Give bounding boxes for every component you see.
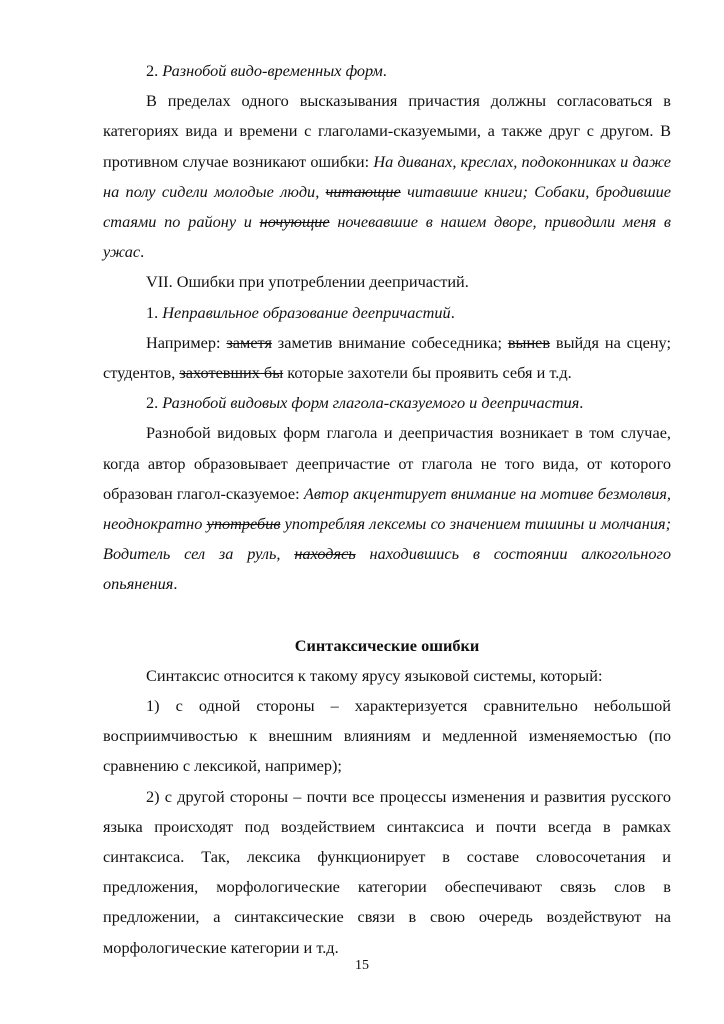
example-text: употребляя лексемы со значением тишины и молчания; Водитель сел за руль, [103,514,671,564]
section-number: VII. [146,272,173,292]
section-title-text: Ошибки при употреблении деепричастий. [172,272,469,292]
section-title-2 [103,56,671,86]
struck-word: употребив [206,514,281,534]
subsection-title-1 [103,298,671,328]
example-text: находившись в состоянии алкогольного опьянения [103,544,671,594]
page-number: 15 [355,958,369,973]
subsection-dot: . [450,302,455,322]
paragraph-syntax-point-2: 2) с другой стороны – почти все процессы изменения и развития русского языка происходят под воздействием синтаксиса и почти всегда в рамках синтаксиса. Так, лексика функционирует в составе словосочетания и предложения, морфологические категории обеспечивают связь слов в предложении, а синтаксические связи в свою очередь воздействуют на морфологические категории и т.д. [103,786,671,957]
struck-word: захотевших бы [179,363,284,383]
section-title-dot: . [382,61,387,80]
struck-word: ночующие [259,212,330,232]
section-number: 2. [146,61,159,80]
document-page [103,56,671,963]
paragraph-text: выйдя на сцену; студентов, [103,332,671,383]
paragraph-text: Разнобой видовых форм глагола и деепричастия возникает в том случае, когда автор образовывает деепричастие от глагола не того вида, от которого образован глагол-сказуемое: [103,423,671,503]
example-text: читавшие книги; Собаки, бродившие стаями по району и [103,181,671,232]
subsection-title-text: Разнобой видовых форм глагола-сказуемого и деепричастия [158,393,580,413]
paragraph-text: В пределах одного высказывания причастия должны согласоваться в категориях вида и времени с глаголами-сказуемыми, а также друг с другом. В противном случае возникают ошибки: [103,91,671,171]
section-title-text: Разнобой видо-временных форм [162,61,383,80]
struck-word: заметя [226,332,272,352]
paragraph-dot: . [140,242,145,262]
subsection-number: 2. [146,393,159,413]
struck-word: читающие [325,181,401,201]
paragraph-text: Например: [146,332,227,352]
section-title-7 [103,267,671,297]
struck-word: вынев [507,332,551,352]
struck-word: находясь [294,544,356,564]
example-text: Автор акцентирует внимание на мотиве безмолвия, неоднократно [103,483,671,534]
subsection-number: 1. [146,302,159,322]
subsection-dot: . [579,393,584,413]
paragraph-aspect-mismatch [103,418,671,599]
paragraph-syntax-point-1: 1) с одной стороны – характеризуется сравнительно небольшой восприимчивостью к внешним влияниям и медленной изменяемостью (по сравнению с лексикой, например); [103,696,671,776]
paragraph-syntax-intro: Синтаксис относится к такому ярусу языковой системы, который: [146,665,603,685]
paragraph-text: которые захотели бы проявить себя и т.д. [283,363,572,383]
paragraph-text: заметив внимание собеседника; [271,332,508,352]
section-heading: Синтаксические ошибки [294,635,480,655]
paragraph-examples [103,328,671,388]
example-text: На диванах, креслах, подоконниках и даже на полу сидели молодые люди, [103,151,672,201]
paragraph-participles [103,86,671,267]
example-text: ночевавшие в нашем дворе, приводили меня в ужас [103,212,671,262]
paragraph-dot: . [173,574,178,594]
subsection-title-text: Неправильное образование деепричастий [158,302,451,322]
subsection-title-2 [103,388,671,418]
